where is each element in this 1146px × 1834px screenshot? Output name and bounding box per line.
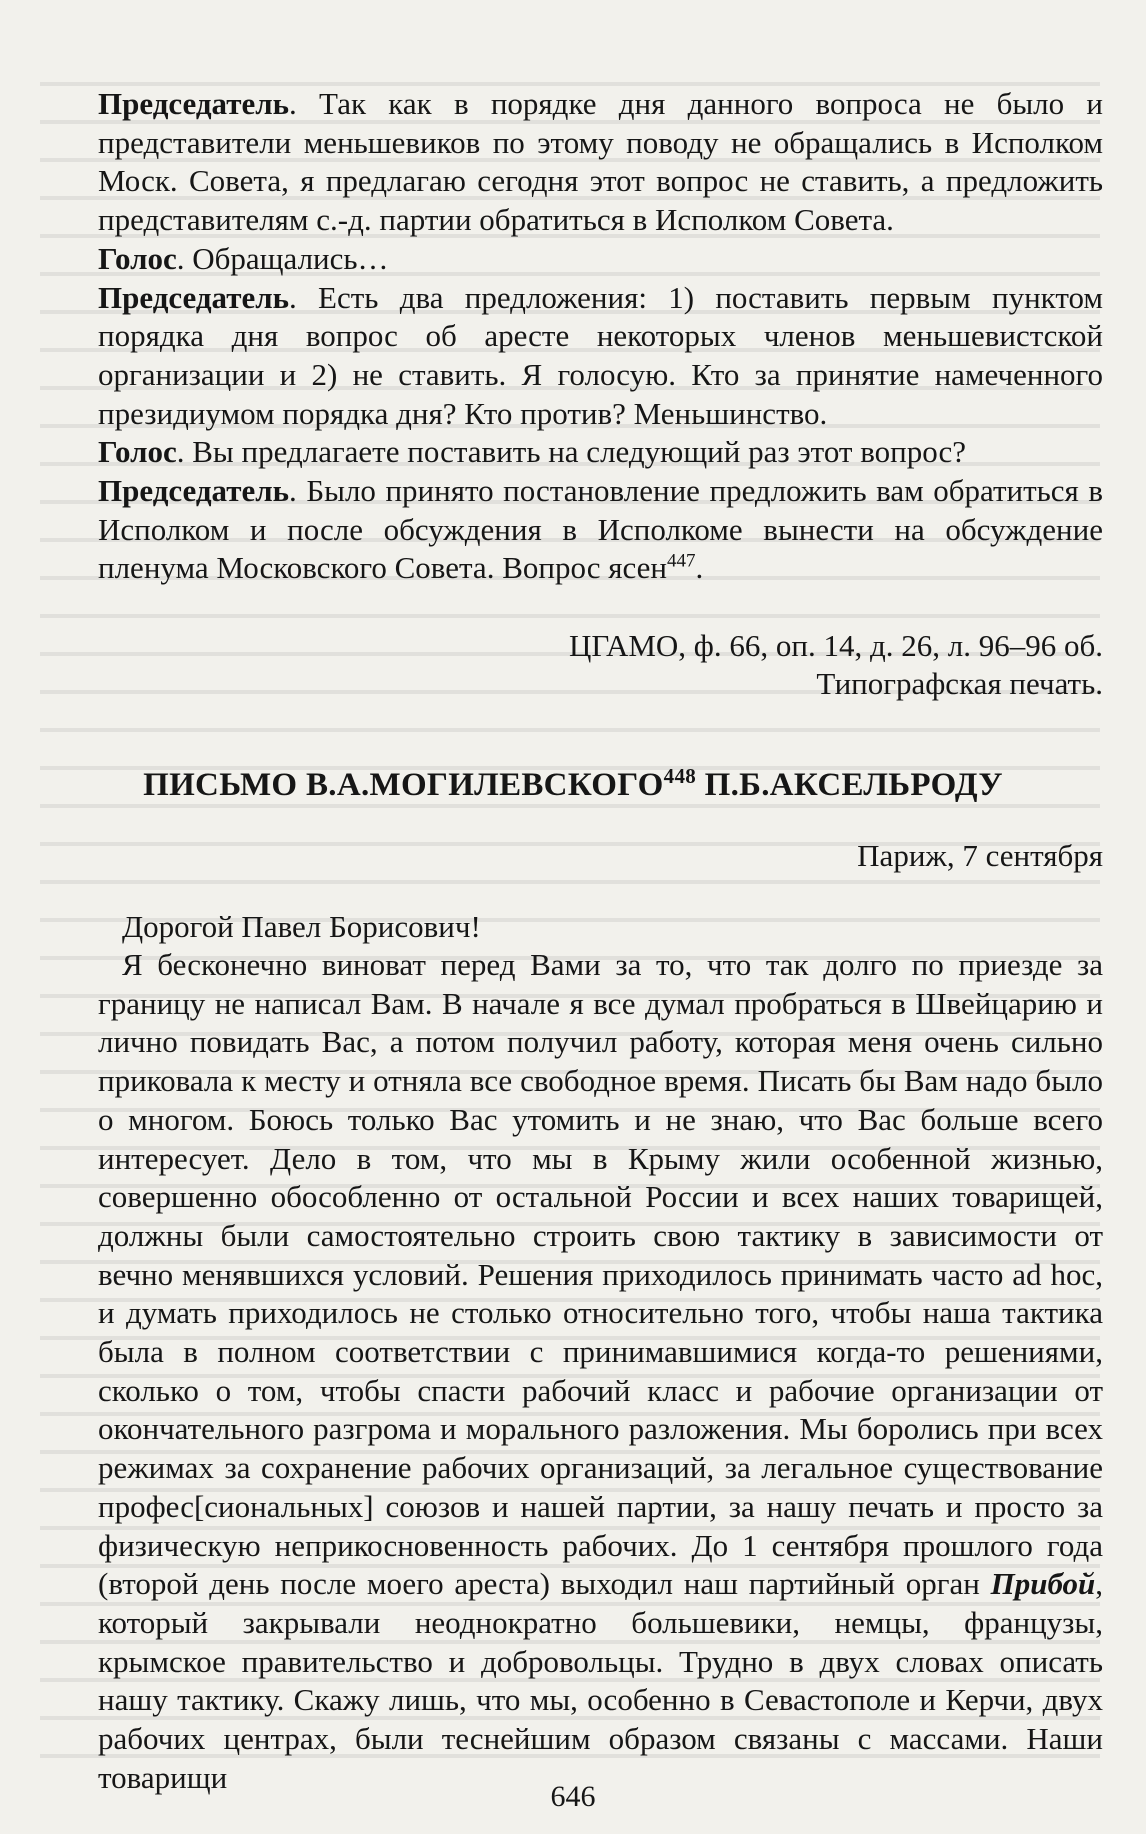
- letter-text-part-1: Я бесконечно виноват перед Вами за то, что так долго по приезде за границу не написал Вам. В начале я все думал пробраться в Швейцарию и лично повидать Вас, а потом получил работу, которая меня очень сильно приковала к месту и отняла все свободное время. Писать бы Вам надо было о многом. Боюсь только Вас утомить и не знаю, что Вас больше всего интересует. Дело в том, что мы в Крыму жили особенной жизнью, совершенно обособленно от остальной России и всех наших товарищей, должны были самостоятельно строить свою тактику в зависимости от вечно менявшихся условий. Решения приходилось принимать часто ad hoc, и думать приходилось не столько относительно того, чтобы наша тактика была в полном соответствии с принимавшимися когда-то решениями, сколько о том, чтобы спасти рабочий класс и рабочие организации от окончательного разгрома и морального разложения. Мы боролись при всех режимах за сохранение рабочих организаций, за легальное существование профес[сиональных] союзов и нашей партии, за нашу печать и просто за физическую неприкосновенность рабочих. До 1 сентября прошлого года (второй день после моего ареста) выходил наш партийный орган: [98, 947, 1103, 1602]
- speaker-label: Председатель: [98, 86, 290, 121]
- session-paragraph-3: [98, 279, 1103, 434]
- session-transcript: [98, 85, 1103, 588]
- letter-body: [98, 946, 1103, 1797]
- session-paragraph-1: [98, 85, 1103, 240]
- paragraph-text: . Так как в порядке дня данного вопроса не было и представители меньшевиков по этому поводу не обращались в Исполком Моск. Совета, я предлагаю сегодня этот вопрос не ставить, а предложить представителям с.-д. партии обратиться в Исполком Совета.: [98, 86, 1103, 238]
- letter-salutation: Дорогой Павел Борисович!: [122, 909, 481, 944]
- session-paragraph-5: [98, 472, 1103, 588]
- letter-heading-start: ПИСЬМО В.А.МОГИЛЕВСКОГО: [143, 767, 664, 803]
- closing-punctuation: .: [695, 550, 704, 586]
- speaker-label: Председатель: [98, 473, 290, 509]
- speaker-label: Председатель: [98, 279, 290, 315]
- letter-heading: [0, 764, 1146, 804]
- paragraph-text: . Вы предлагаете поставить на следующий раз этот вопрос?: [176, 434, 967, 470]
- paragraph-text: . Есть два предложения: 1) поставить первым пунктом порядка дня вопрос об аресте некоторых членов меньшевистской организации и 2) не ставить. Я голосую. Кто за принятие намеченного президиумом порядка дня? Кто против? Меньшинство.: [98, 279, 1103, 431]
- paragraph-text: . Было принято постановление предложить вам обратиться в Исполком и после обсуждения в Исполкоме вынести на обсуждение пленума Московского Совета. Вопрос ясен: [98, 473, 1103, 586]
- archive-citation: [569, 627, 1103, 703]
- letter-place-date: Париж, 7 сентября: [857, 838, 1103, 873]
- letter-heading-end: П.Б.АКСЕЛЬРОДУ: [696, 767, 1003, 803]
- heading-footnote-reference: 448: [663, 764, 697, 788]
- speaker-label: Голос: [98, 434, 177, 470]
- newspaper-title: Прибой: [990, 1566, 1096, 1602]
- paragraph-text: . Обращались…: [176, 240, 389, 276]
- session-paragraph-4: [98, 433, 1103, 472]
- footnote-reference: 447: [667, 551, 696, 573]
- letter-text-part-2: , который закрывали неоднократно большевики, немцы, французы, крымское правительство и добровольцы. Трудно в двух словах описать нашу тактику. Скажу лишь, что мы, особенно в Севастополе и Керчи, двух рабочих центрах, были теснейшим образом связаны с массами. Наши товарищи: [98, 1566, 1103, 1795]
- archive-reference: ЦГАМО, ф. 66, оп. 14, д. 26, л. 96–96 об.: [569, 628, 1103, 663]
- page-number: 646: [550, 1780, 596, 1813]
- speaker-label: Голос: [98, 240, 177, 276]
- letter-paragraph: [98, 946, 1103, 1797]
- print-type-note: Типографская печать.: [816, 666, 1103, 701]
- session-paragraph-2: [98, 240, 1103, 279]
